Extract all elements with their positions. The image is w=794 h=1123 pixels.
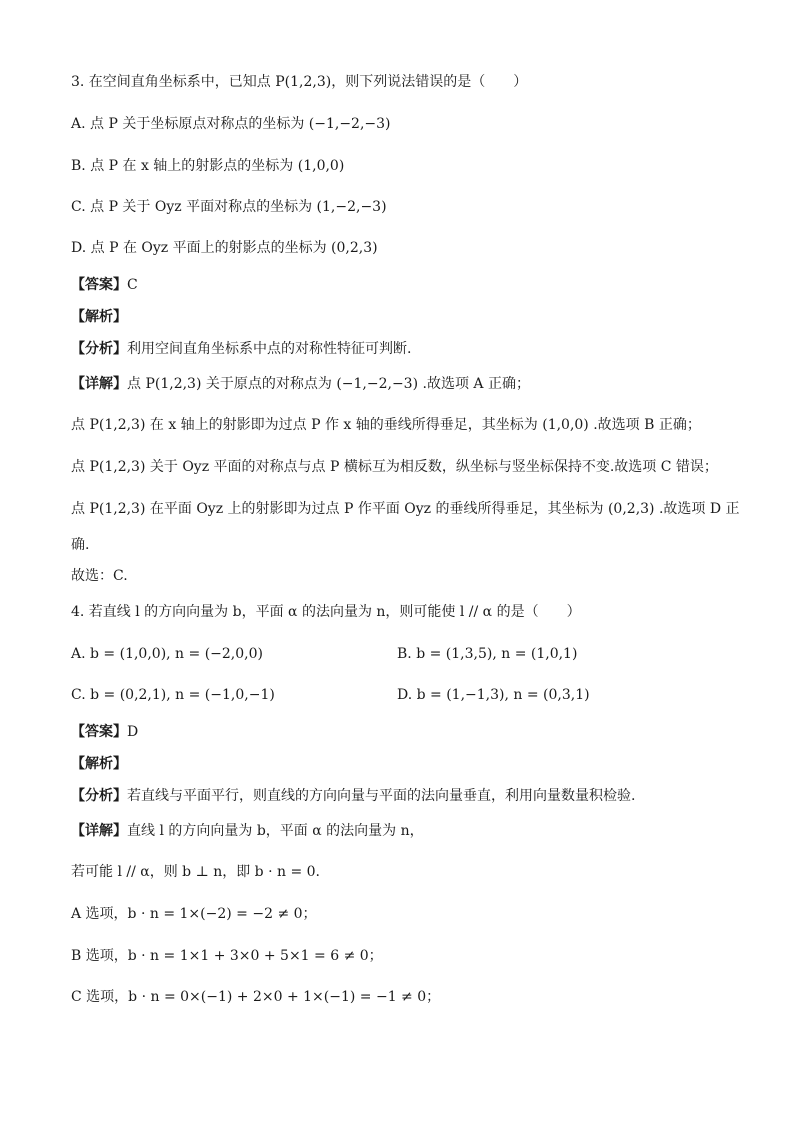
q4-xiangjie-2: 若可能 l // α，则 b ⊥ n，即 b · n = 0. <box>71 864 320 880</box>
q4-case-c: C 选项，b · n = 0×(−1) + 2×0 + 1×(−1) = −1 ≠ 0； <box>71 989 441 1005</box>
q4-option-a: A. b = (1,0,0), n = (−2,0,0) <box>71 646 263 662</box>
fenxi-tag: 【分析】 <box>71 788 127 804</box>
q3-xiangjie-line <box>71 374 530 394</box>
q4-stem: 4. 若直线 l 的方向向量为 b，平面 α 的法向量为 n，则可能使 l // α 的是（ ） <box>71 604 581 620</box>
q4-fenxi: 若直线与平面平行，则直线的方向向量与平面的法向量垂直，利用向量数量积检验. <box>127 788 636 804</box>
q3-option-d: D. 点 P 在 Oyz 平面上的射影点的坐标为 (0,2,3) <box>71 240 378 256</box>
q3-option-a: A. 点 P 关于坐标原点对称点的坐标为 (−1,−2,−3) <box>71 116 391 132</box>
q4-answer-line <box>71 722 138 742</box>
q3-fenxi: 利用空间直角坐标系中点的对称性特征可判断. <box>127 341 412 357</box>
q3-xiangjie-3: 点 P(1,2,3) 关于 Oyz 平面的对称点与点 P 横标互为相反数，纵坐标与竖坐标保持不变.故选项 C 错误； <box>71 459 718 475</box>
xiangjie-tag: 【详解】 <box>71 376 127 392</box>
fenxi-tag: 【分析】 <box>71 341 127 357</box>
q3-analysis-tag: 【解析】 <box>71 309 127 325</box>
q4-analysis-tag: 【解析】 <box>71 756 127 772</box>
q3-xiangjie-5: 确. <box>71 537 90 553</box>
q4-xiangjie-line <box>71 821 424 841</box>
q3-option-b: B. 点 P 在 x 轴上的射影点的坐标为 (1,0,0) <box>71 158 345 174</box>
q3-stem: 3. 在空间直角坐标系中，已知点 P(1,2,3)，则下列说法错误的是（ ） <box>71 74 528 90</box>
q4-option-b: B. b = (1,3,5), n = (1,0,1) <box>397 646 578 662</box>
q4-xiangjie-1: 直线 l 的方向向量为 b，平面 α 的法向量为 n， <box>127 823 424 839</box>
q3-xiangjie-4: 点 P(1,2,3) 在平面 Oyz 上的射影即为过点 P 作平面 Oyz 的垂线所得垂足，其坐标为 (0,2,3) .故选项 D 正 <box>71 501 740 517</box>
q4-option-d: D. b = (1,−1,3), n = (0,3,1) <box>397 687 590 703</box>
q3-answer: C <box>127 277 138 293</box>
q4-answer: D <box>127 724 139 740</box>
answer-tag: 【答案】 <box>71 724 127 740</box>
q4-option-c: C. b = (0,2,1), n = (−1,0,−1) <box>71 687 275 703</box>
q3-option-c: C. 点 P 关于 Oyz 平面对称点的坐标为 (1,−2,−3) <box>71 199 387 215</box>
q3-xiangjie-1: 点 P(1,2,3) 关于原点的对称点为 (−1,−2,−3) .故选项 A 正确； <box>127 376 530 392</box>
q3-fenxi-line <box>71 339 411 359</box>
q4-case-a: A 选项，b · n = 1×(−2) = −2 ≠ 0； <box>71 906 317 922</box>
answer-tag: 【答案】 <box>71 277 127 293</box>
q3-choice: 故选：C. <box>71 568 128 584</box>
xiangjie-tag: 【详解】 <box>71 823 127 839</box>
q4-case-b: B 选项，b · n = 1×1 + 3×0 + 5×1 = 6 ≠ 0； <box>71 948 383 964</box>
q3-answer-line <box>71 275 138 295</box>
q3-xiangjie-2: 点 P(1,2,3) 在 x 轴上的射影即为过点 P 作 x 轴的垂线所得垂足，其坐标为 (1,0,0) .故选项 B 正确； <box>71 417 701 433</box>
q4-fenxi-line <box>71 786 635 806</box>
